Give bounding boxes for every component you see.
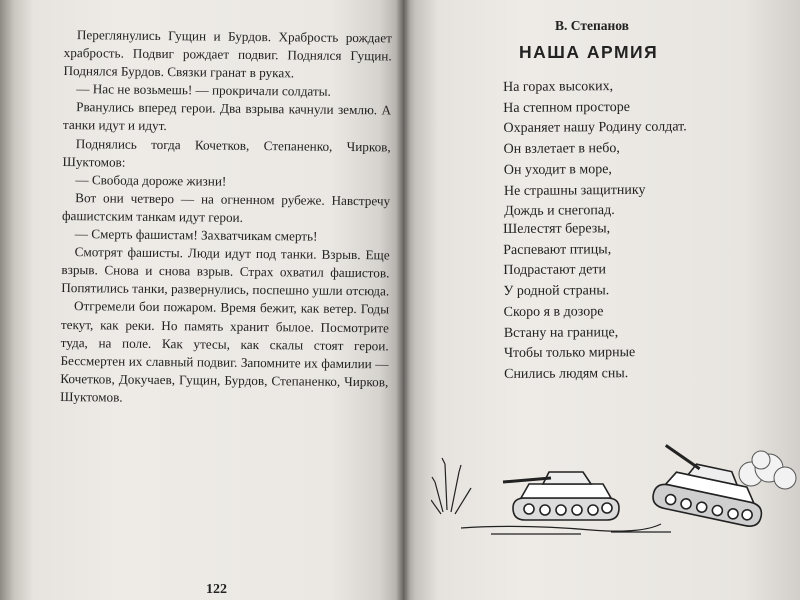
poem-line: На степном просторе — [503, 99, 630, 116]
poem-line: Дождь и снегопад. — [504, 203, 615, 220]
poem-line: Он взлетает в небо, — [503, 141, 620, 158]
tank-left — [503, 472, 619, 520]
smoke-right — [739, 451, 796, 489]
page-number: 122 — [206, 582, 227, 597]
paragraph: Переглянулись Гущин и Бурдов. Храбрость рождает храбрость. Подвиг рождает подвиг. Поднялся Гущин. Поднялся Бурдов. Связки гранат в руках. — [63, 27, 392, 81]
poem-line: У родной страны. — [503, 283, 610, 300]
poem-line: Подрастают дети — [503, 262, 607, 279]
story-text — [60, 26, 392, 409]
poem-line: Распевают птицы, — [503, 241, 612, 258]
poem-line: Снились людям сны. — [504, 366, 629, 382]
poem-line: Скоро я в дозоре — [503, 304, 604, 320]
poem-line: Не страшны защитнику — [503, 182, 646, 199]
poem-line: Шелестят березы, — [503, 221, 611, 237]
paragraph: — Нас не возьмешь! — прокричали солдаты. — [76, 81, 331, 100]
poem-line: Встану на границе, — [503, 324, 619, 341]
poem-line: На горах высоких, — [503, 79, 614, 95]
right-page — [403, 0, 800, 600]
paragraph: Поднялись тогда Кочетков, Степаненко, Чирков, Шуктомов: — [62, 135, 391, 170]
paragraph: Смотрят фашисты. Люди идут под танки. Взрыв. Еще взрыв. Снова и снова взрыв. Страх охватил фашистов. Попятились танки, развернулись, поспешно ушли отсюда. — [61, 244, 390, 299]
poem-line: Он уходит в море, — [503, 161, 612, 178]
poem-stanza-2 — [503, 219, 635, 386]
poem-line: Охраняет нашу Родину солдат. — [503, 119, 687, 137]
paragraph: Вот они четверо — на огненном рубеже. Навстречу фашистским танкам идут герои. — [61, 189, 391, 225]
paragraph: Рванулись вперед герои. Два взрыва качнули землю. А танки идут и идут. — [62, 99, 392, 134]
poem-title: НАША АРМИЯ — [519, 42, 659, 62]
tanks-illustration — [431, 442, 797, 542]
poem-stanza-1 — [503, 76, 688, 223]
paragraph: — Свобода дороже жизни! — [75, 171, 227, 189]
poem-line: Чтобы только мирные — [503, 345, 636, 362]
paragraph: Отгремели бои пожаром. Время бежит, как ветер. Годы текут, как реки. Но память хранит былое. Посмотрите туда, на поле. Как утесы, как скалы стоят герои. Бессмертен их славный подвиг. Запомните их фамилии — Кочетков, Докучаев, Гущин, Бурдов, Степаненко, Чирков, Шуктомов. — [60, 298, 390, 405]
book-gutter — [396, 0, 410, 600]
explosion-left — [431, 458, 471, 514]
ground-lines — [461, 524, 671, 534]
poem-author: В. Степанов — [555, 18, 629, 33]
paragraph: — Смерть фашистам! Захватчикам смерть! — [74, 226, 318, 244]
